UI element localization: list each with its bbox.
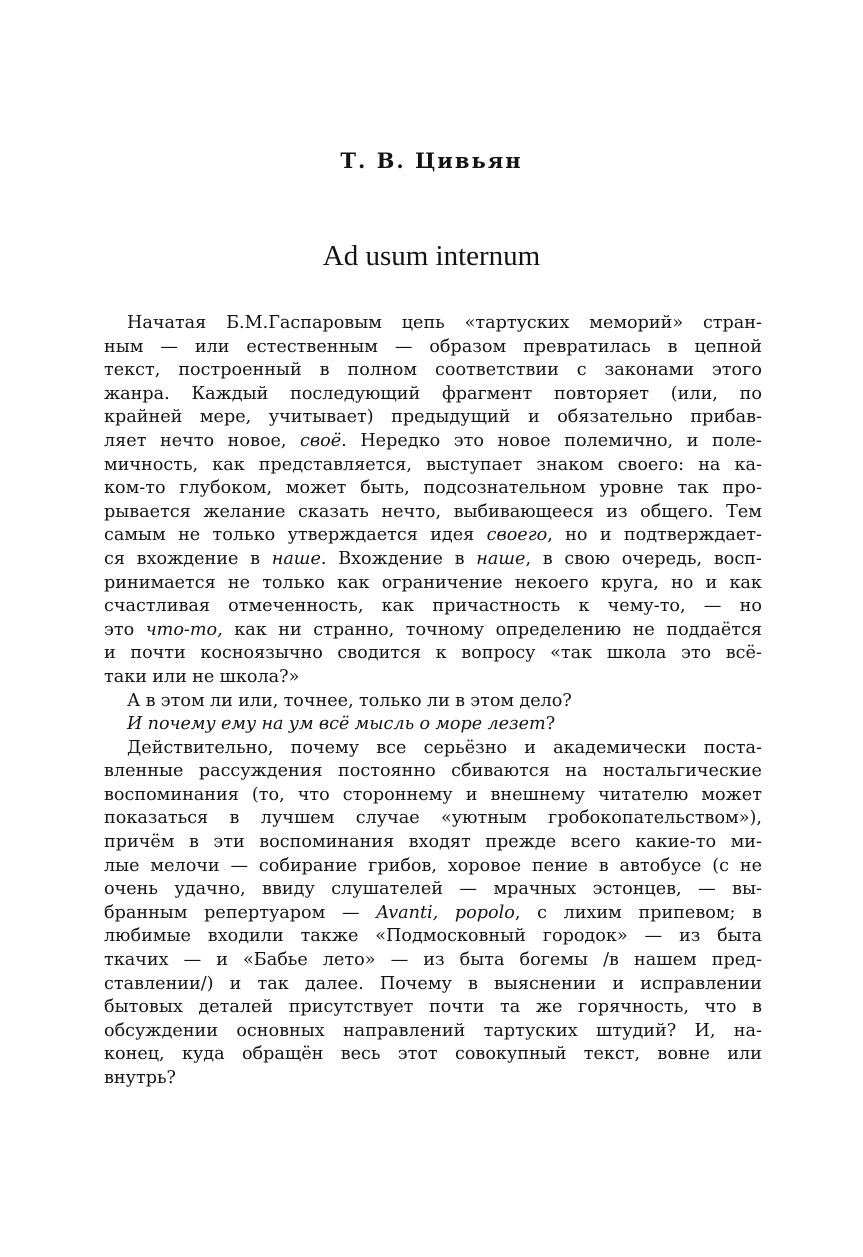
text-line: это что-то, как ни странно, точному определению не поддаётся	[104, 619, 762, 640]
text-line: мичность, как представляется, выступает знаком своего: на ка-	[104, 454, 762, 475]
text-line: крайней мере, учитывает) предыдущий и обязательно прибав-	[104, 407, 762, 428]
text-line: конец, куда обращён весь этот совокупный текст, вовне или	[104, 1044, 762, 1065]
text-line: самым не только утверждается идея своего, но и подтверждает-	[104, 525, 762, 546]
text-line: таки или не школа?»	[104, 666, 300, 687]
text-line: лые мелочи — собирание грибов, хоровое пение в автобусе (с не	[104, 855, 762, 876]
text-line: причём в эти воспоминания входят прежде всего какие-то ми-	[104, 832, 762, 853]
text-line: и почти косноязычно сводится к вопросу «так школа это всё-	[104, 643, 762, 664]
text-line: внутрь?	[104, 1068, 176, 1088]
text-line: ным — или естественным — образом превратилась в цепной	[104, 336, 762, 357]
text-line: бранным репертуаром — Avanti, popolo, с лихим припевом; в	[104, 902, 762, 923]
text-line: любимые входили также «Подмосковный городок» — из быта	[104, 926, 762, 947]
text-line: рывается желание сказать нечто, выбивающееся из общего. Тем	[104, 501, 762, 522]
text-line: Действительно, почему все серьёзно и академически поста-	[127, 737, 762, 758]
text-line: И почему ему на ум всё мысль о море лезет?	[127, 714, 556, 735]
text-line: жанра. Каждый последующий фрагмент повторяет (или, по	[104, 383, 762, 404]
text-line: Начатая Б.М.Гаспаровым цепь «тартуских меморий» стран-	[127, 313, 762, 333]
text-line: текст, построенный в полном соответствии с законами этого	[104, 360, 762, 381]
text-line: ком-то глубоком, может быть, подсознательном уровне так про-	[104, 478, 762, 499]
essay-body	[104, 312, 762, 1091]
text-line: ткачих — и «Бабье лето» — из быта богемы /в нашем пред-	[104, 950, 762, 971]
essay-title: Ad usum internum	[322, 240, 541, 272]
text-line: очень удачно, ввиду слушателей — мрачных эстонцев, — вы-	[104, 879, 762, 900]
text-line: ринимается не только как ограничение некоего круга, но и как	[104, 572, 762, 593]
text-line: ся вхождение в наше. Вхождение в наше, в свою очередь, восп-	[104, 548, 762, 569]
text-line: ляет нечто новое, своё. Нередко это новое полемично, и поле-	[104, 430, 762, 451]
text-line: бытовых деталей присутствует почти та же горячность, что в	[104, 997, 762, 1018]
text-line: обсуждении основных направлений тартуских штудий? И, на-	[104, 1020, 762, 1041]
text-line: счастливая отмеченность, как причастность к чему-то, — но	[104, 596, 762, 617]
text-line: вленные рассуждения постоянно сбиваются на ностальгические	[104, 761, 762, 782]
text-line: показаться в лучшем случае «уютным гробокопательством»),	[104, 808, 762, 829]
text-line: А в этом ли или, точнее, только ли в этом дело?	[127, 690, 572, 711]
author-name: Т. В. Цивьян	[340, 148, 523, 173]
text-line: ставлении/) и так далее. Почему в выяснении и исправлении	[104, 973, 762, 994]
text-line: воспоминания (то, что стороннему и внешнему читателю может	[104, 784, 762, 805]
